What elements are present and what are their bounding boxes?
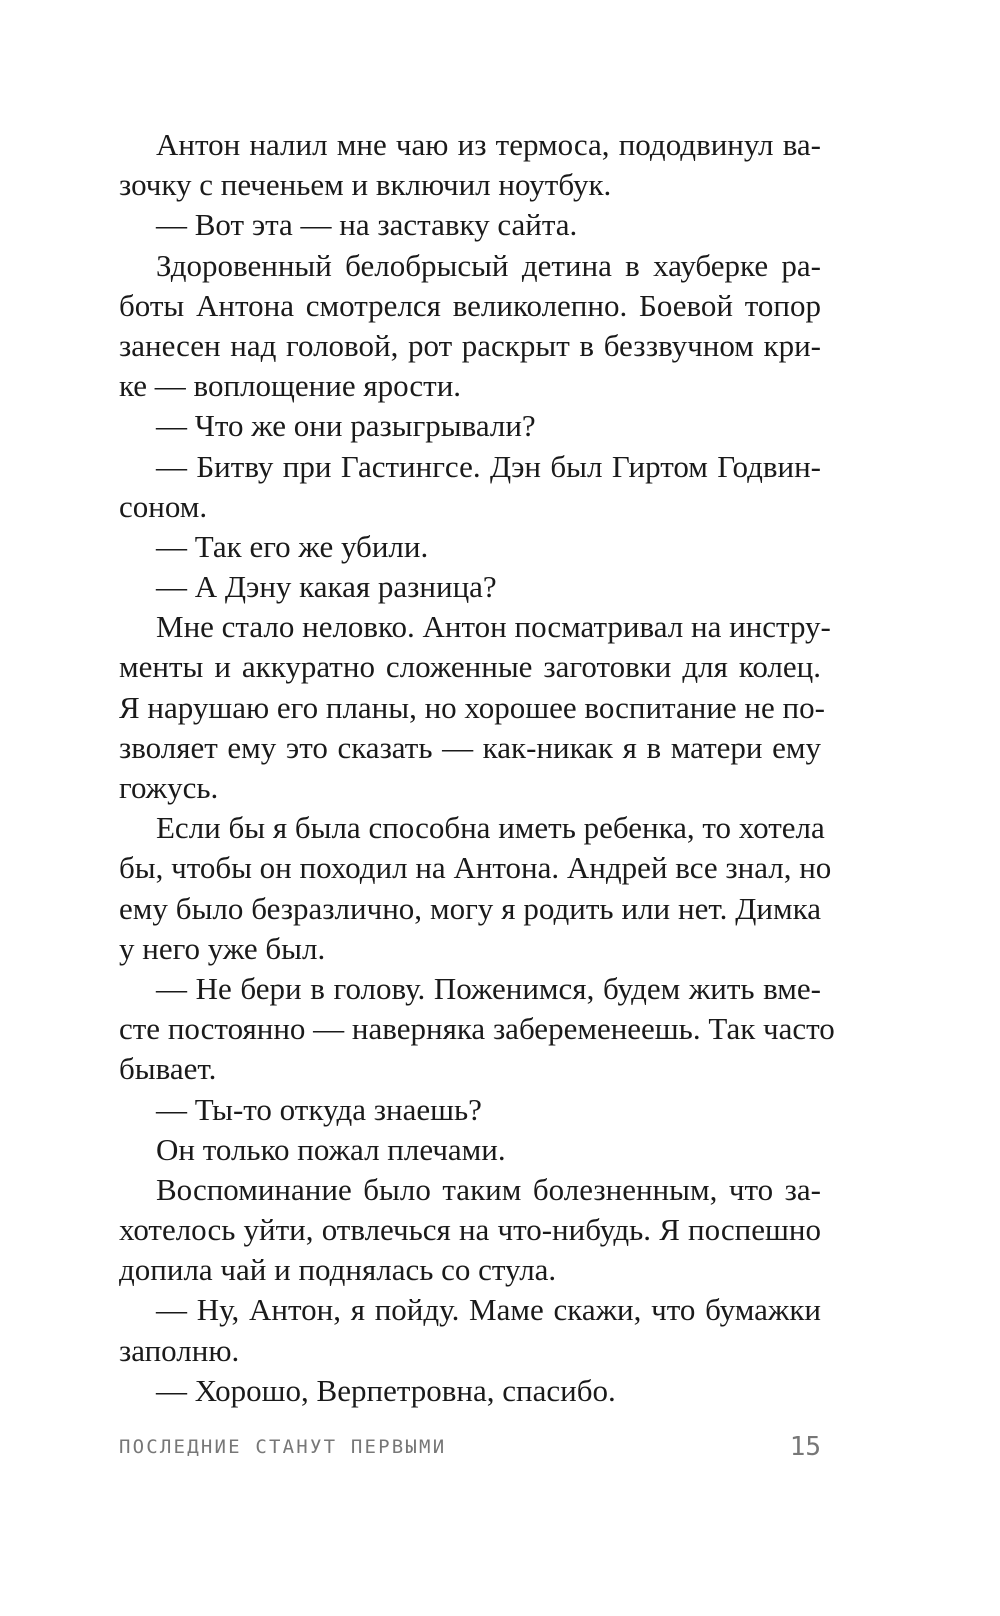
running-title: ПОСЛЕДНИЕ СТАНУТ ПЕРВЫМИ: [119, 1436, 447, 1458]
text-line: бы, чтобы он походил на Антона. Андрей все знал, но: [119, 850, 832, 886]
text-line: сте постоянно — наверняка забеременеешь. Так часто: [119, 1011, 835, 1047]
text-line: Если бы я была способна иметь ребенка, то хотела: [156, 810, 825, 846]
body-text: [119, 125, 835, 1411]
text-line: Он только пожал плечами.: [156, 1131, 506, 1167]
text-line: зочку с печеньем и включил ноутбук.: [119, 167, 612, 203]
text-line: заполню.: [119, 1332, 240, 1368]
text-line: — Что же они разыгрывали?: [156, 408, 536, 444]
page-footer: [119, 1432, 821, 1468]
text-line: — Ты-то откуда знаешь?: [156, 1091, 482, 1127]
text-line: — Хорошо, Верпетровна, спасибо.: [156, 1372, 616, 1408]
text-line: Воспоминание было таким болезненным, что за-: [156, 1171, 821, 1207]
text-line: — Ну, Антон, я пойду. Маме скажи, что бумажки: [156, 1292, 821, 1328]
text-line: — Битву при Гастингсе. Дэн был Гиртом Годвин-: [156, 448, 821, 484]
text-line: — Не бери в голову. Поженимся, будем жить вме-: [156, 970, 821, 1006]
page-number: 15: [789, 1432, 821, 1462]
text-line: допила чай и поднялась со стула.: [119, 1252, 557, 1288]
text-line: — Так его же убили.: [156, 528, 429, 564]
text-line: — Вот эта — на заставку сайта.: [156, 207, 578, 243]
text-line: Антон налил мне чаю из термоса, пододвинул ва-: [156, 127, 821, 162]
text-line: хотелось уйти, отвлечься на что-нибудь. Я поспешно: [119, 1212, 821, 1248]
text-line: Мне стало неловко. Антон посматривал на инстру-: [156, 609, 831, 645]
text-line: зволяет ему это сказать — как-никак я в матери ему: [119, 729, 821, 765]
text-line: Здоровенный белобрысый детина в хауберке ра-: [156, 247, 821, 283]
text-line: соном.: [119, 488, 208, 524]
text-line: бывает.: [119, 1051, 217, 1087]
text-line: занесен над головой, рот раскрыт в беззвучном кри-: [119, 327, 821, 363]
text-line: менты и аккуратно сложенные заготовки для колец.: [119, 649, 821, 685]
text-line: Я нарушаю его планы, но хорошее воспитание не по-: [119, 689, 825, 725]
text-line: гожусь.: [119, 770, 219, 805]
text-line: — А Дэну какая разница?: [156, 569, 497, 605]
text-line: у него уже был.: [119, 930, 326, 966]
text-line: ке — воплощение ярости.: [119, 368, 462, 404]
text-line: ему было безразлично, могу я родить или нет. Димка: [119, 890, 821, 926]
text-line: боты Антона смотрелся великолепно. Боевой топор: [119, 287, 821, 323]
